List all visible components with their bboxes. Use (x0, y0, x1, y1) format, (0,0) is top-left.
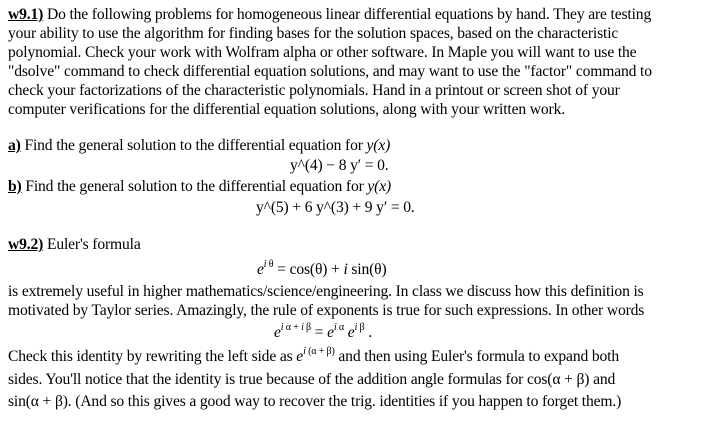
text: and then using Euler's formula to expand both (334, 348, 619, 365)
equation-b: y^(5) + 6 y^(3) + 9 y′ = 0. (256, 199, 415, 216)
w92-line-sides: sides. You'll notice that the identity is true because of the addition angle formulas for cos(α + β) and (8, 371, 616, 388)
w92-line-1: motivated by Taylor series. Amazingly, the rule of exponents is true for such expressions. In other words (8, 302, 645, 319)
part-b-text: Find the general solution to the differential equation for (21, 178, 368, 195)
w91-line-0 (8, 6, 651, 24)
w92-line-check: Check this identity by rewriting the left side as $e^{i (\alpha + \beta)}$ and then using Euler's formula to expand both (8, 346, 619, 365)
w91-label: w9.1) (8, 6, 44, 23)
text: Check this identity by rewriting the left side as (8, 348, 297, 365)
w92-title: Euler's formula (43, 236, 141, 253)
w91-line-5: computer verifications for the differential equation solutions, along with your written work. (8, 101, 565, 118)
w91-line-4: check your factorizations of the characteristic polynomials. Hand in a printout or screen shot of your (8, 82, 620, 99)
part-a (8, 137, 390, 155)
euler-formula: $e^{i \theta} = \cos(\theta) + i$ sin(θ) (257, 259, 387, 278)
w92-label: w9.2) (8, 236, 44, 253)
w91-line-3: "dsolve" command to check differential equation solutions, and may want to use the "factor" command to (8, 63, 652, 80)
part-a-text: Find the general solution to the differential equation for (20, 137, 367, 154)
exponent-identity: $e^{i \alpha + i \beta} = e^{i \alpha}$ $e^{i \beta}$ . (274, 322, 372, 341)
part-b-func: y(x) (367, 178, 392, 195)
part-b (8, 178, 391, 196)
part-a-func: y(x) (366, 137, 391, 154)
w92-line-0: is extremely useful in higher mathematics/science/engineering. In class we discuss how this definition is (8, 283, 644, 300)
w91-line-1: your ability to use the algorithm for finding bases for the solution spaces, based on the characteristic (8, 25, 619, 42)
equation-a: y^(4) − 8 y′ = 0. (290, 157, 389, 174)
w92-line-last: sin(α + β). (And so this gives a good way to recover the trig. identities if you happen to forget them.) (8, 393, 622, 410)
w92-heading (8, 236, 141, 254)
part-a-label: a) (8, 137, 21, 154)
part-b-label: b) (8, 178, 22, 195)
text: Do the following problems for homogeneous linear differential equations by hand. They are testing (43, 6, 652, 23)
w91-line-2: polynomial. Check your work with Wolfram alpha or other software. In Maple you will want to use the (8, 44, 637, 61)
